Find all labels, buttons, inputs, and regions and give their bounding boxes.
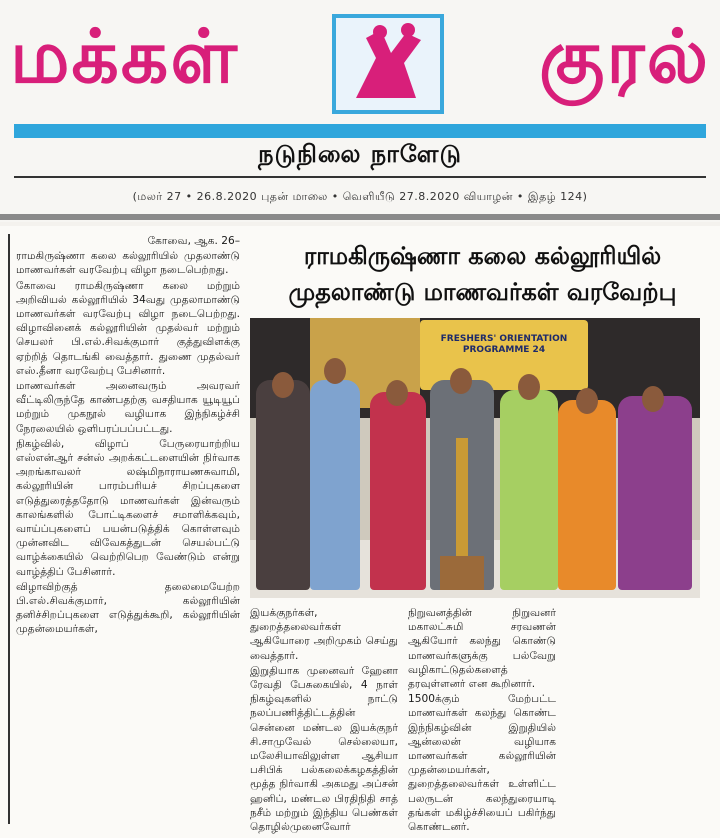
article-paragraph: ராமகிருஷ்ணா கலை கல்லூரியில் முதலாண்டு மாணவர்கள் வரவேற்பு விழா நடைபெற்றது.	[16, 250, 240, 277]
person-figure	[310, 380, 360, 590]
person-head	[386, 380, 408, 406]
masthead-divider	[14, 176, 706, 178]
person-head	[450, 368, 472, 394]
article-paragraph: நிகழ்வில், விழாப் பேருரையாற்றிய எஸ்என்ஆர் சன்ஸ் அறக்கட்டளையின் நிர்வாக அறங்காவலர் லஷ்மிநாராயணசுவாமி, கல்லூரியின் பாரம்பரியச் சிறப்புகளை எடுத்துரைத்ததோடு மாணவர்கள் இன்வரும் காலங்களில் போட்டிகளைச் சமாளிக்கவும், வாய்ப்புகளைப் பயன்படுத்திக் கொள்ளவும் முன்னவிட விவேகத்துடன் செயல்பட்டு வாழ்க்கையில் வெற்றிபெற வேண்டும் என்று வாழ்த்திப் பேசினார்.	[16, 437, 240, 578]
article-paragraph: மாணவர்கள் அனைவரும் அவரவர் வீட்டிலிருந்தே காண்பதற்கு வசதியாக யூடியூப் மற்றும் முகநூல் வழியாக இந்நிகழ்ச்சி நேரலையில் ஒளிபரப்பப்பட்டது.	[16, 380, 240, 435]
masthead-subtitle: நடுநிலை நாளேடு	[258, 140, 462, 168]
masthead-accent-bar	[14, 124, 706, 138]
article-paragraph: நிறுவனத்தின் நிறுவனர் மகாலட்சுமி சரவணன் ஆகியோர் கலந்து கொண்டு மாணவர்களுக்கு பல்வேறு வழிகாட்டுதல்களைத் தரவுள்ளனர் என கூறினார்.	[408, 607, 556, 691]
article-paragraph: இயக்குநர்கள், துறைத்தலைவர்கள் ஆகியோரை அறிமுகம் செய்து வைத்தார்.	[250, 607, 398, 662]
person-head	[272, 372, 294, 398]
article-headline	[250, 238, 715, 310]
person-head	[576, 388, 598, 414]
article-paragraph: இறுதியாக முனைவர் ஹேனா ரேவதி பேசுகையில், 4 நாள் நிகழ்வுகளில் நாட்டு நலப்பணித்திட்டத்தின் சென்னை மண்டல இயக்குநர் சி.சாமுவேல் செல்லையா, மலேசியாவிலுள்ள ஆசியா பசிபிக் பல்கலைக்கழகத்தின் மூத்த நிர்வாகி அகமது அப்சன் ஹனிப், மண்டல பிரதிநிதி சாத் நசீம் மற்றும் இந்திய பெண்கள் தொழில்முனைவோர்	[250, 664, 398, 834]
person-head	[324, 358, 346, 384]
article-paragraph: 1500க்கும் மேற்பட்ட மாணவர்கள் கலந்து கொண்ட இந்நிகழ்வின் இறுதியில் ஆன்லைன் வழியாக மாணவர்கள் கல்லூரியின் முதன்மையர்கள், துறைத்தலைவர்கள் உள்ளிட்ட பலருடன் கலந்துரையாடி தங்கள் மகிழ்ச்சியைப் பகிர்ந்து கொண்டனர்.	[408, 693, 556, 834]
article-paragraph: விழாவிற்குத் தலைமையேற்ற பி.எல்.சிவக்குமார், கல்லூரியின் தனிச்சிறப்புகளை எடுத்துக்கூறி, கல்லூரியின் முதன்மையர்கள்,	[16, 580, 240, 636]
person-figure	[370, 392, 426, 590]
masthead-title-left: மக்கள்	[10, 14, 239, 100]
masthead-bottom-rule	[0, 214, 720, 220]
article-column-2	[250, 606, 398, 835]
article-dateline: கோவை, ஆக. 26–	[147, 235, 240, 247]
article-column-1	[8, 234, 240, 824]
masthead	[0, 0, 720, 222]
person-head	[518, 374, 540, 400]
headline-line-2: முதலாண்டு மாணவர்கள் வரவேற்பு	[288, 278, 677, 306]
news-article	[0, 226, 720, 838]
masthead-issue-info: (மலர் 27 • 26.8.2020 புதன் மாலை • வெளியீடு 27.8.2020 வியாழன் • இதழ் 124)	[132, 190, 588, 203]
banner-text: FRESHERS' ORIENTATION PROGRAMME 24	[440, 334, 568, 355]
person-figure	[618, 396, 692, 590]
masthead-title	[10, 14, 710, 124]
person-figure	[256, 380, 310, 590]
headline-line-1: ராமகிருஷ்ணா கலை கல்லூரியில்	[303, 242, 662, 270]
lamp-stand	[440, 556, 484, 590]
event-photo	[250, 318, 700, 598]
article-column-3	[408, 606, 556, 835]
dancers-logo-icon	[332, 14, 444, 114]
person-figure	[500, 390, 558, 590]
article-paragraph: கோவை ராமகிருஷ்ணா கலை மற்றும் அறிவியல் கல்லூரியில் 34வது முதலாமாண்டு மாணவர்கள் வரவேற்பு விழா நடைபெற்றது. விழாவினைக் கல்லூரியின் முதல்வர் மற்றும் செயலர் பி.எல்.சிவக்குமார் குத்துவிளக்கு ஏற்றித் தொடங்கி வைத்தார். துணை முதல்வர் எஸ்.தீனா வரவேற்பு பேசினார்.	[16, 279, 240, 377]
person-head	[642, 386, 664, 412]
lamp-icon	[456, 438, 468, 556]
person-figure	[558, 400, 616, 590]
masthead-title-right: குரல்	[539, 14, 710, 100]
